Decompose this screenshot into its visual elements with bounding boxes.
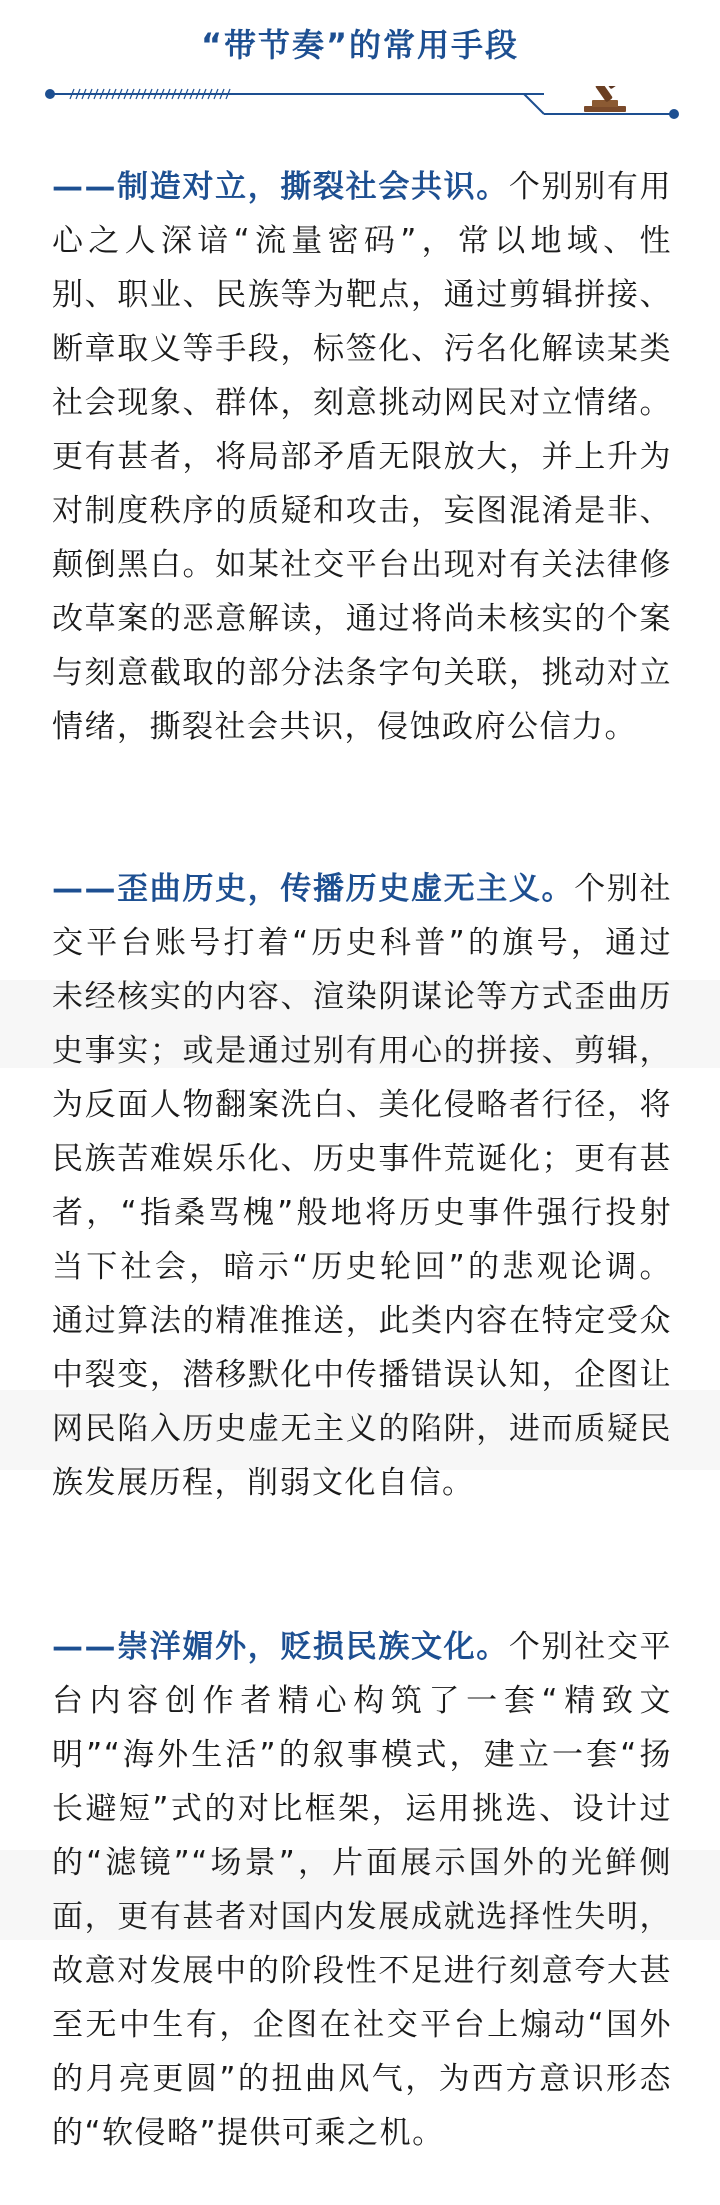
section-heading: ——制造对立，撕裂社会共识。 [52, 169, 509, 205]
section-heading: ——崇洋媚外，贬损民族文化。 [52, 1629, 509, 1665]
header [0, 0, 720, 128]
section-body: 个别社交平台内容创作者精心构筑了一套“精致文明”“海外生活”的叙事模式，建立一套“扬长避短”式的对比框架，运用挑选、设计过的“滤镜”“场景”，片面展示国外的光鲜侧面，更有甚者对国内发展成就选择性失明，故意对发展中的阶段性不足进行刻意夸大甚至无中生有，企图在社交平台上煽动“国外的月亮更圆”的扭曲风气，为西方意识形态的“软侵略”提供可乘之机。 [52, 1629, 673, 2151]
page-title: “带节奏”的常用手段 [200, 26, 520, 64]
section-heading: ——歪曲历史，传播历史虚无主义。 [52, 871, 575, 907]
section-3 [52, 1620, 672, 2160]
section-2 [52, 862, 672, 1510]
section-body: 个别社交平台账号打着“历史科普”的旗号，通过未经核实的内容、渲染阴谋论等方式歪曲历史事实；或是通过别有用心的拼接、剪辑，为反面人物翻案洗白、美化侵略者行径，将民族苦难娱乐化、历史事件荒诞化；更有甚者，“指桑骂槐”般地将历史事件强行投射当下社会，暗示“历史轮回”的悲观论调。通过算法的精准推送，此类内容在特定受众中裂变，潜移默化中传播错误认知，企图让网民陷入历史虚无主义的陷阱，进而质疑民族发展历程，削弱文化自信。 [52, 871, 673, 1501]
title-divider-graphic [44, 86, 680, 124]
section-body: 个别别有用心之人深谙“流量密码”，常以地域、性别、职业、民族等为靶点，通过剪辑拼接、断章取义等手段，标签化、污名化解读某类社会现象、群体，刻意挑动网民对立情绪。更有甚者，将局部矛盾无限放大，并上升为对制度秩序的质疑和攻击，妄图混淆是非、颠倒黑白。如某社交平台出现对有关法律修改草案的恶意解读，通过将尚未核实的个案与刻意截取的部分法条字句关联，挑动对立情绪，撕裂社会共识，侵蚀政府公信力。 [52, 169, 673, 745]
section-1 [52, 160, 672, 754]
title-divider [44, 86, 680, 124]
gavel-icon [584, 86, 629, 112]
